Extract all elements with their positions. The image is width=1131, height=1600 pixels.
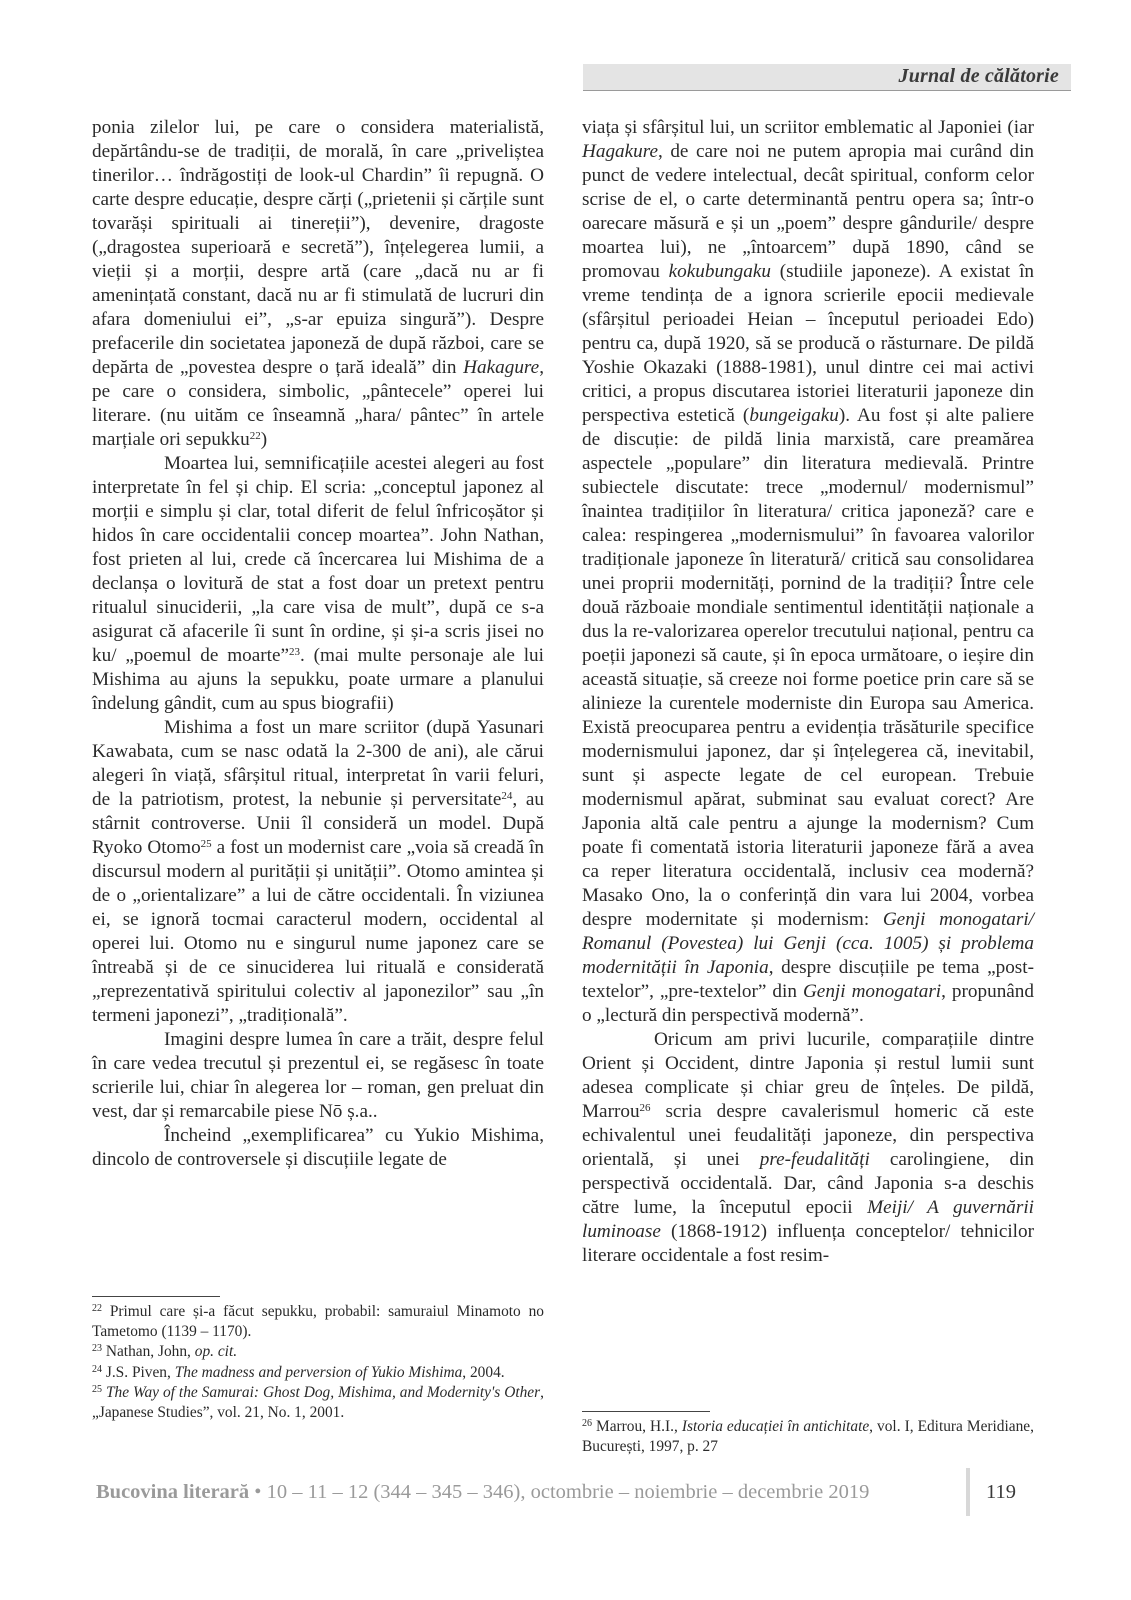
- footnote-ref-24[interactable]: 24: [501, 790, 513, 802]
- footnotes-left: [92, 1302, 544, 1424]
- footnote-rule-right: [582, 1411, 710, 1412]
- footnote-ref-25[interactable]: 25: [200, 838, 212, 850]
- section-header-bar: [583, 64, 1071, 90]
- footnote-ref-23[interactable]: 23: [289, 646, 300, 658]
- journal-name: Bucovina literară: [96, 1481, 250, 1503]
- right-paragraph-1: viața și sfârșitul lui, un scriitor emblematic al Japoniei (iar Hagakure, de care noi ne putem apropia mai curând din punct de vedere intelectual, decât spiritual, conform celor scrise de el, o carte determinantă pentru opera sa; într-o oarecare măsură e și un „poem” despre gândurile/ despre moartea lui), ne „întoarcem” după 1890, când se promovau kokubungaku (studiile japoneze). A existat în vreme tendința de a ignora scrierile epocii medievale (sfârșitul perioadei Heian – începutul perioadei Edo) pentru ca, după 1920, să se producă o răsturnare. De pildă Yoshie Okazaki (1888-1981), unul dintre cei mai activi critici, a propus discutarea istoriei literaturii japoneze din perspectiva estetică (bungeigaku). Au fost și alte paliere de discuție: de pildă linia marxistă, care preamărea aspectele „populare” din literatura medievală. Printre subiectele discutate: trece „modernul/ modernismul” înaintea tradițiilor în literatura/ critica japoneză? care e calea: respingerea „modernismului” în favoarea valorilor tradiționale japoneze în literatură/ critică sau consolidarea unei proprii modernități, pornind de la tradiții? Între cele două războaie mondiale sentimentul identității naționale a dus la re-valorizarea operelor trecutului național, pentru ca poeții japonezi să caute, și în epoca următoare, o ieșire din această situație, să creeze noi forme poetice prin care să se alinieze la curentele moderniste din Europa sau America. Există preocuparea pentru a evidenția trăsăturile specifice modernismului japonez, dar și înțelegerea că, inevitabil, sunt și aspecte legate de cel european. Trebuie modernismul apărat, subminat sau evaluat corect? Are Japonia altă cale pentru a ajunge la modernism? Cum poate fi comentată istoria literaturii japoneze fără a avea ca reper literatura occidentală, inclusiv cea modernă? Masako Ono, la o conferință din vara lui 2004, vorbea despre modernitate și modernism: Genji monogatari/ Romanul (Povestea) lui Genji (cca. 1005) și problema modernității în Japonia, despre discuțiile pe tema „post-textelor”, „pre-textelor” din Genji monogatari, propunând o „lectură din perspectivă modernă”.: [582, 117, 1035, 1026]
- footnotes-right: [582, 1417, 1034, 1457]
- footnote-23: $^{23}$ Nathan, John, op. cit.: [92, 1343, 238, 1361]
- issue-info: • 10 – 11 – 12 (344 – 345 – 346), octombrie – noiembrie – decembrie 2019: [249, 1481, 870, 1503]
- right-paragraph-2: Oricum am privi lucurile, comparațiile dintre Orient și Occident, dintre Japonia și restul lumii sunt adesea complicate și chiar greu de înțeles. De pildă, Marrou$^{26}$ scria despre cavalerismul homeric că este echivalentul unei feudalități japoneze, din perspectiva orientală, și unei pre-feudalități carolingiene, din perspectivă occidentală. Dar, când Japonia s-a deschis către lume, la începutul epocii Meiji/ A guvernării luminoase (1868-1912) influența conceptelor/ tehnicilor literare occidentale a fost resim-: [582, 1029, 1035, 1266]
- footnote-24: $^{24}$ J.S. Piven, The madness and perversion of Yukio Mishima, 2004.: [92, 1363, 505, 1381]
- footnote-26: $^{26}$ Marrou, H.I., Istoria educației în antichitate, vol. I, Editura Meridiane, București, 1997, p. 27: [582, 1418, 1034, 1455]
- right-column: [582, 116, 1034, 1268]
- left-paragraph-3: Mishima a fost un mare scriitor (după Yasunari Kawabata, cum se nasc odată la 2-300 de ani), ale cărui alegeri în viață, sfârșitul ritual, interpretat în varii feluri, de la patriotism, protest, la nebunie și perversitate$^{24}$, au stârnit controverse. Unii îl consideră un model. După Ryoko Otomo$^{25}$ a fost un modernist care „voia să creadă în discursul modern al purității și unității”. Otomo amintea și de o „orientalizare” a lui de către occidentali. În viziunea ei, se ignoră tocmai caracterul modern, occidental al operei lui. Otomo nu e singurul nume japonez care se întreabă și de ce sinuciderea lui rituală e considerată „reprezentativă spiritului colectiv al japonezilor” sau „în termeni japonezi”, „tradițională”.: [92, 717, 544, 1026]
- footnote-ref-22[interactable]: 22: [249, 430, 261, 442]
- footnote-ref-26[interactable]: 26: [639, 1102, 651, 1114]
- left-paragraph-1: ponia zilelor lui, pe care o considera materialistă, depărtându-se de tradiții, de morală, în care „priveliștea tinerilor… îndrăgostiți de look-ul Chardin” îi repugnă. O carte despre educație, despre cărți („prietenii și cărțile sunt tovarăși spirituali ai tinereții”), devenire, dragoste („dragostea superioară e secretă”), înțelegerea lumii, a vieții și a morții, despre artă (care „dacă nu ar fi amenințată constant, dacă nu ar fi stimulată de lucruri din afara domeniului ei”, „s-ar epuiza singură”). Despre prefacerile din societatea japoneză de după război, care se depărta de „povestea despre o țară ideală” din Hakagure, pe care o considera, simbolic, „pântecele” operei lui literare. (nu uităm ce înseamnă „hara/ pântec” în artele marțiale ori sepukku$^{22}$): [92, 117, 544, 450]
- footnote-25: $^{25}$ The Way of the Samurai: Ghost Dog, Mishima, and Modernity's Other, „Japanese Studies”, vol. 21, No. 1, 2001.: [92, 1384, 544, 1421]
- footer-divider: [966, 1468, 970, 1516]
- left-paragraph-4: Imagini despre lumea în care a trăit, despre felul în care vedea trecutul și prezentul ei, se regăsesc în toate scrierile lui, chiar în alegerea lor – roman, gen preluat din vest, dar și remarcabile piese Nō ș.a..: [92, 1029, 544, 1122]
- header-rule: [583, 90, 1071, 91]
- left-paragraph-5: Încheind „exemplificarea” cu Yukio Mishima, dincolo de controversele și discuțiile legate de: [92, 1125, 544, 1170]
- section-title: Jurnal de călătorie: [898, 65, 1059, 87]
- page-number: 119: [986, 1481, 1016, 1503]
- footer-journal-info: [96, 1481, 869, 1504]
- left-column: [92, 116, 544, 1172]
- footnote-22: $^{22}$ Primul care și-a făcut sepukku, probabil: samuraiul Minamoto no Tametomo (1139 – 1170).: [92, 1303, 544, 1340]
- left-paragraph-2: Moartea lui, semnificațiile acestei alegeri au fost interpretate în fel și chip. El scria: „conceptul japonez al morții e simplu și clar, total diferit de felul înfricoșător și hidos în care occidentalii concep moartea”. John Nathan, fost prieten al lui, crede că încercarea lui Mishima de a declanșa o lovitură de stat a fost doar un pretext pentru ritualul sinuciderii, „la care visa de mult”, după ce s-a asigurat că afacerile îi sunt în ordine, și și-a scris jisei no ku/ „poemul de moarte”$^{23}$. (mai multe personaje ale lui Mishima au ajuns la sepukku, poate urmare a planului îndelung gândit, cum au spus biografii): [92, 453, 544, 714]
- footnote-rule-left: [92, 1296, 220, 1297]
